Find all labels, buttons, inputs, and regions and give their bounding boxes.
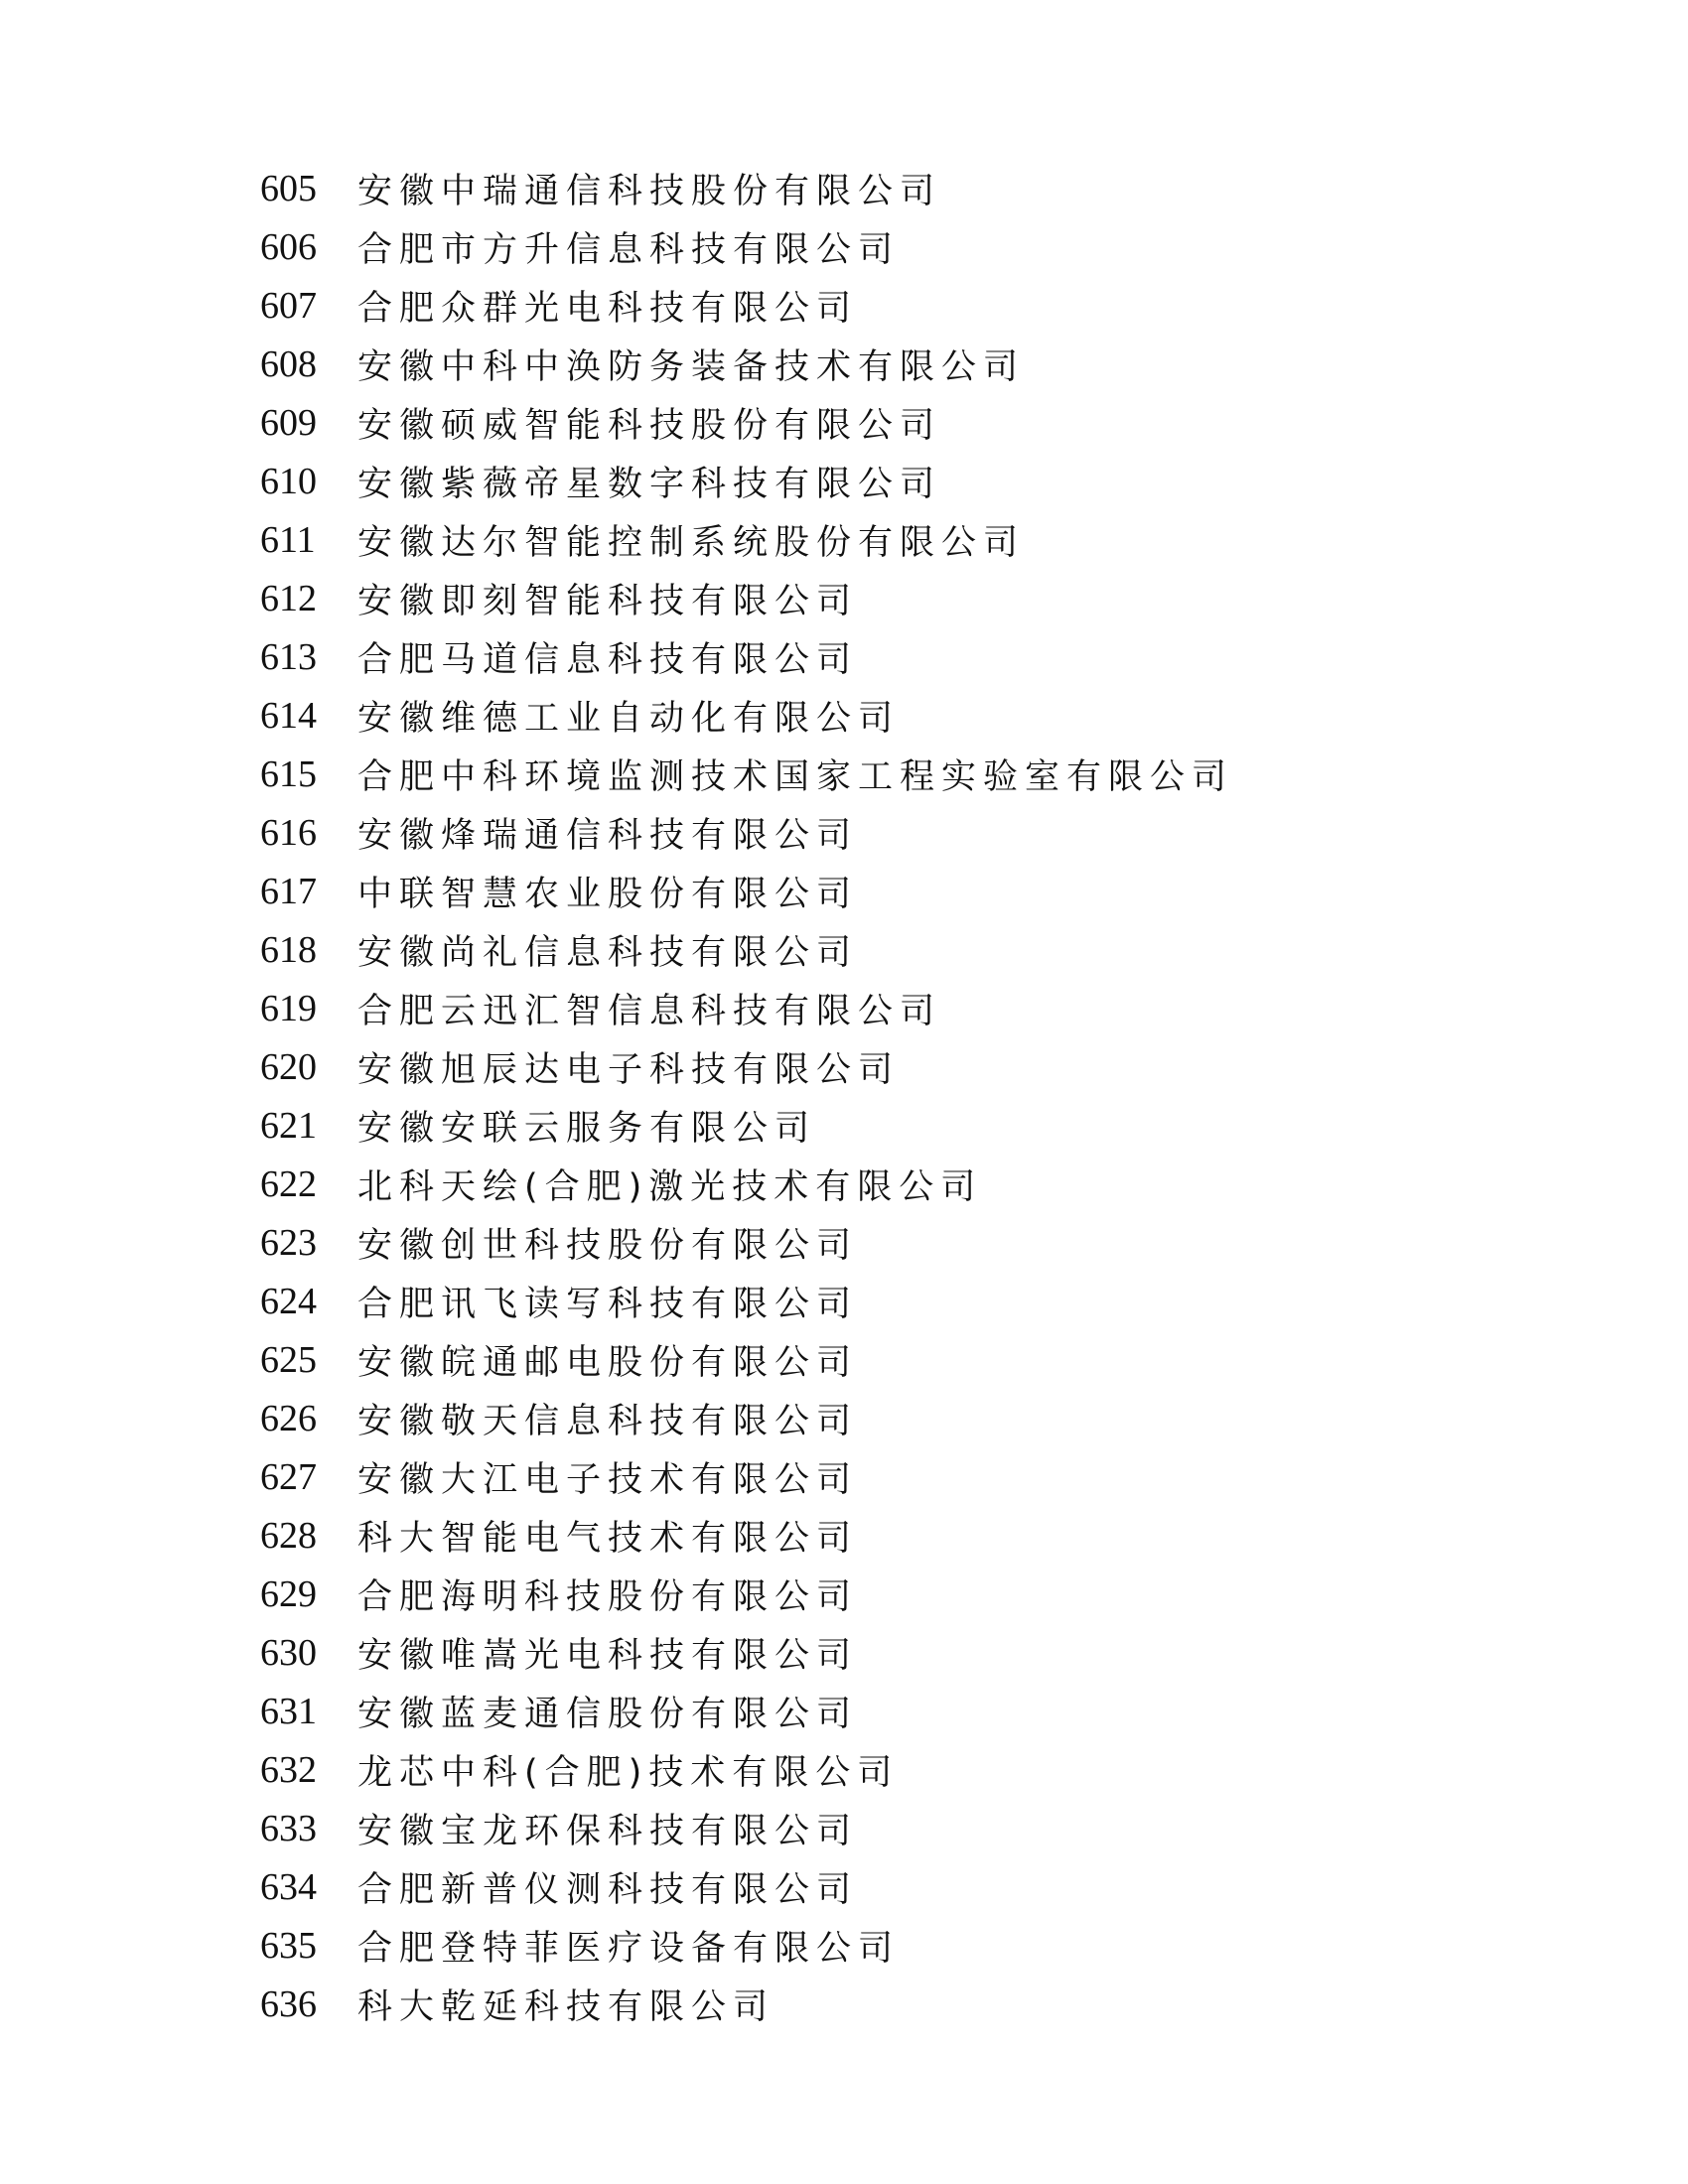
company-name: 安徽维德工业自动化有限公司: [357, 698, 901, 739]
entry-number: 612: [260, 577, 317, 619]
list-item: [260, 159, 1233, 217]
entry-number: 621: [260, 1104, 317, 1147]
company-name: 安徽尚礼信息科技有限公司: [357, 932, 859, 973]
entry-number: 611: [260, 518, 316, 561]
entry-number: 626: [260, 1397, 317, 1439]
company-name: 安徽唯嵩光电科技有限公司: [357, 1635, 859, 1676]
list-item: [260, 569, 1233, 627]
list-item: [260, 276, 1233, 335]
company-name: 北科天绘(合肥)激光技术有限公司: [357, 1166, 983, 1207]
company-name: 合肥登特菲医疗设备有限公司: [357, 1928, 901, 1969]
list-item: [260, 1799, 1233, 1857]
list-item: [260, 1037, 1233, 1096]
entry-number: 605: [260, 167, 317, 209]
list-item: [260, 979, 1233, 1037]
company-name: 安徽达尔智能控制系统股份有限公司: [357, 522, 1026, 563]
list-item: [260, 452, 1233, 510]
list-item: [260, 745, 1233, 803]
company-name: 合肥市方升信息科技有限公司: [357, 229, 901, 270]
list-item: [260, 627, 1233, 686]
entry-number: 614: [260, 694, 317, 737]
entry-number: 625: [260, 1338, 317, 1381]
entry-number: 609: [260, 401, 317, 444]
list-item: [260, 1682, 1233, 1740]
entry-number: 606: [260, 225, 317, 268]
list-item: [260, 1155, 1233, 1213]
company-name: 安徽中科中涣防务装备技术有限公司: [357, 346, 1026, 387]
company-name: 安徽安联云服务有限公司: [357, 1108, 817, 1149]
company-name: 安徽创世科技股份有限公司: [357, 1225, 859, 1266]
company-name: 安徽中瑞通信科技股份有限公司: [357, 171, 942, 211]
company-name: 安徽烽瑞通信科技有限公司: [357, 815, 859, 856]
entry-number: 629: [260, 1572, 317, 1615]
list-item: [260, 1389, 1233, 1447]
company-name: 合肥海明科技股份有限公司: [357, 1576, 859, 1617]
company-name: 安徽硕威智能科技股份有限公司: [357, 405, 942, 446]
entry-number: 631: [260, 1690, 317, 1732]
company-name: 龙芯中科(合肥)技术有限公司: [357, 1752, 900, 1793]
list-item: [260, 335, 1233, 393]
company-name: 安徽宝龙环保科技有限公司: [357, 1811, 859, 1851]
list-item: [260, 862, 1233, 920]
company-name: 安徽皖通邮电股份有限公司: [357, 1342, 859, 1383]
list-item: [260, 217, 1233, 276]
company-name: 合肥新普仪测科技有限公司: [357, 1869, 859, 1910]
company-name: 安徽大江电子技术有限公司: [357, 1459, 859, 1500]
list-item: [260, 1272, 1233, 1330]
entry-number: 628: [260, 1514, 317, 1557]
entry-number: 620: [260, 1045, 317, 1088]
list-item: [260, 803, 1233, 862]
entry-number: 619: [260, 987, 317, 1029]
list-item: [260, 920, 1233, 979]
company-name: 合肥众群光电科技有限公司: [357, 288, 859, 329]
entry-number: 630: [260, 1631, 317, 1674]
company-list: [260, 159, 1233, 2033]
company-name: 合肥讯飞读写科技有限公司: [357, 1284, 859, 1324]
list-item: [260, 510, 1233, 569]
company-name: 安徽即刻智能科技有限公司: [357, 581, 859, 621]
entry-number: 632: [260, 1748, 317, 1791]
company-name: 安徽敬天信息科技有限公司: [357, 1401, 859, 1441]
list-item: [260, 1857, 1233, 1916]
company-name: 合肥中科环境监测技术国家工程实验室有限公司: [357, 756, 1234, 797]
entry-number: 623: [260, 1221, 317, 1264]
entry-number: 633: [260, 1807, 317, 1849]
list-item: [260, 1975, 1233, 2033]
entry-number: 613: [260, 635, 317, 678]
entry-number: 636: [260, 1982, 317, 2025]
company-name: 中联智慧农业股份有限公司: [357, 874, 859, 914]
company-name: 安徽旭辰达电子科技有限公司: [357, 1049, 901, 1090]
list-item: [260, 1096, 1233, 1155]
entry-number: 616: [260, 811, 317, 854]
entry-number: 627: [260, 1455, 317, 1498]
company-name: 科大智能电气技术有限公司: [357, 1518, 859, 1559]
list-item: [260, 1623, 1233, 1682]
entry-number: 635: [260, 1924, 317, 1967]
list-item: [260, 1330, 1233, 1389]
company-name: 合肥云迅汇智信息科技有限公司: [357, 991, 942, 1031]
list-item: [260, 1565, 1233, 1623]
company-name: 科大乾延科技有限公司: [357, 1986, 775, 2027]
entry-number: 607: [260, 284, 317, 327]
list-item: [260, 1213, 1233, 1272]
entry-number: 610: [260, 460, 317, 502]
list-item: [260, 1740, 1233, 1799]
entry-number: 618: [260, 928, 317, 971]
company-name: 安徽紫薇帝星数字科技有限公司: [357, 464, 942, 504]
entry-number: 617: [260, 870, 317, 912]
entry-number: 608: [260, 342, 317, 385]
entry-number: 615: [260, 752, 317, 795]
entry-number: 624: [260, 1280, 317, 1322]
list-item: [260, 1447, 1233, 1506]
company-name: 安徽蓝麦通信股份有限公司: [357, 1694, 859, 1734]
list-item: [260, 1916, 1233, 1975]
list-item: [260, 686, 1233, 745]
list-item: [260, 393, 1233, 452]
company-name: 合肥马道信息科技有限公司: [357, 639, 859, 680]
entry-number: 634: [260, 1865, 317, 1908]
entry-number: 622: [260, 1162, 317, 1205]
list-item: [260, 1506, 1233, 1565]
